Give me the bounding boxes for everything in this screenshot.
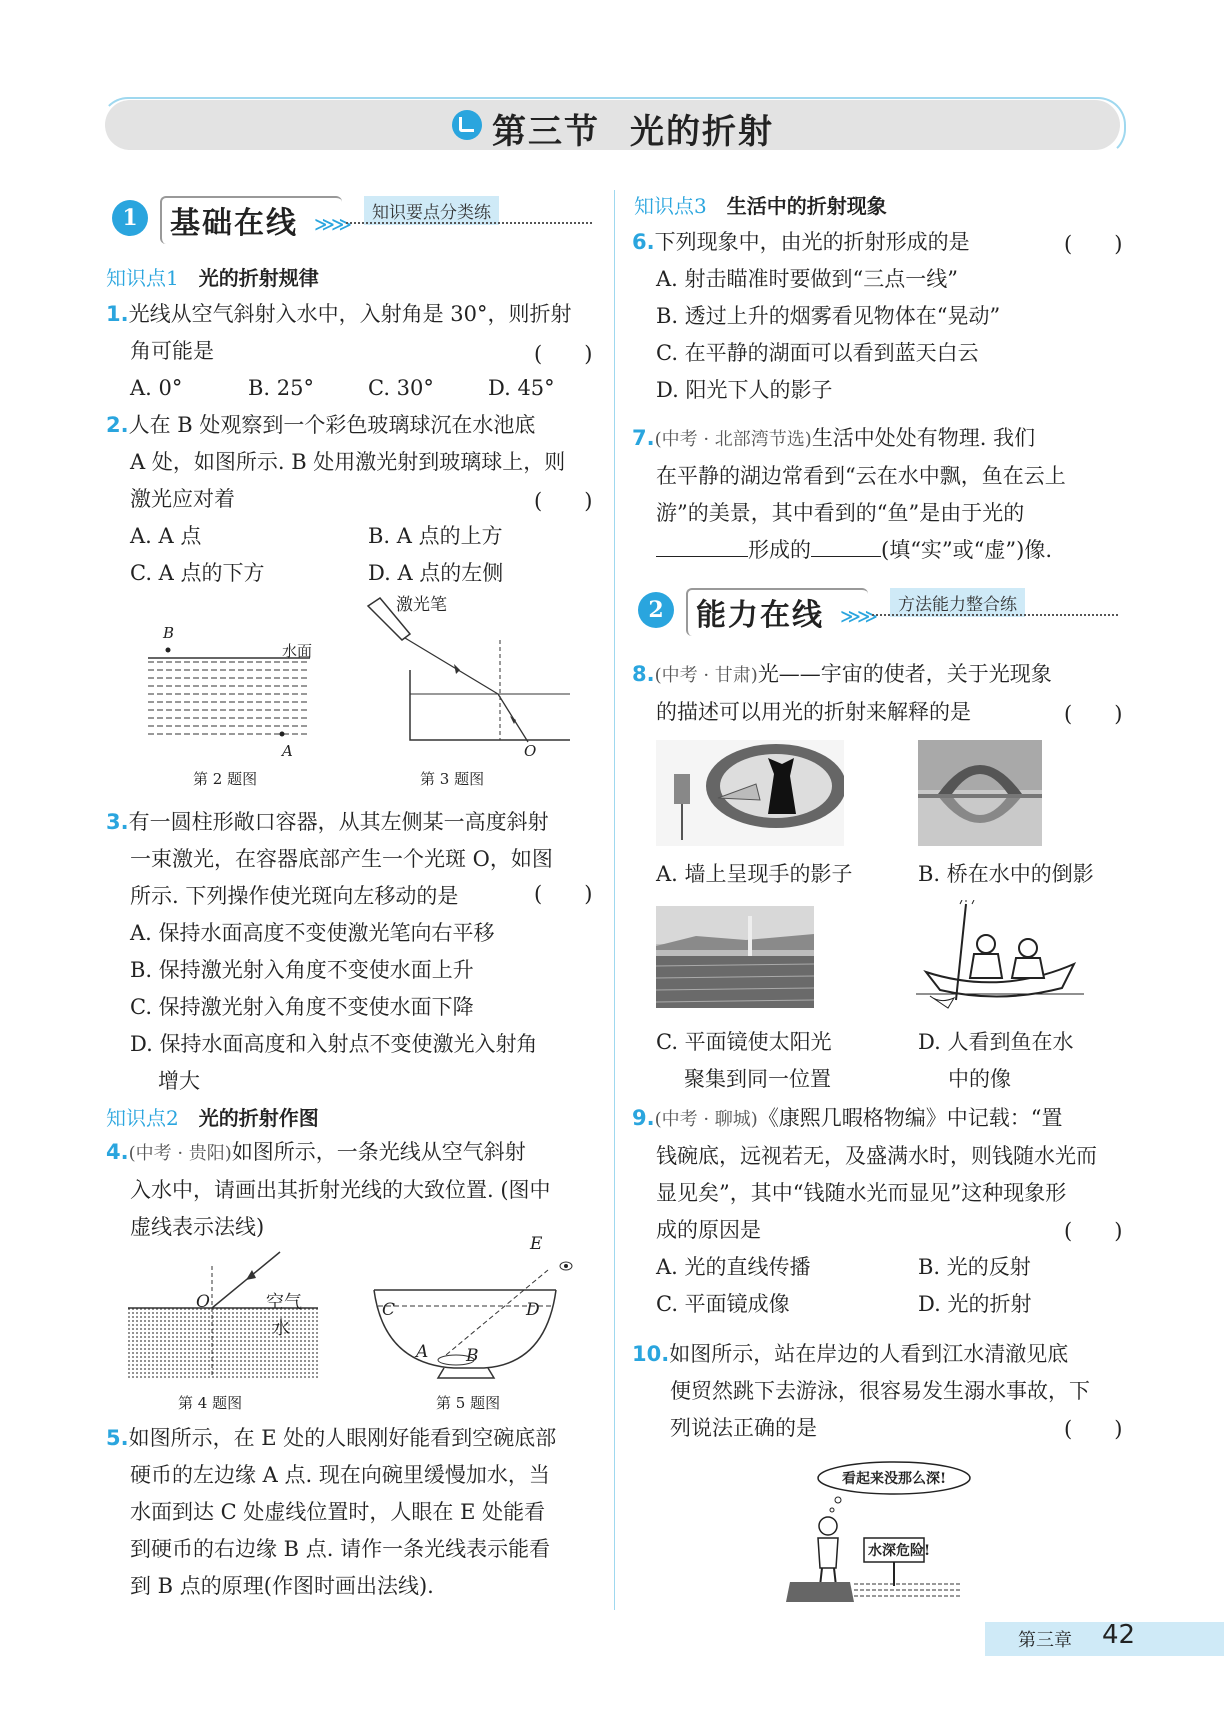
warning-sign-text: 水深危险! [868,1543,931,1559]
q8-option-b: B. 桥在水中的倒影 [918,862,1094,886]
question-1: 1.光线从空气斜射入水中，入射角是 30°，则折射 角可能是 A. 0° B. 25° C. 30° D. 45° [106,302,572,400]
fishing-boat-image [916,900,1084,1012]
section-dotline [346,222,592,224]
fig4-label-air: 空气 [266,1292,302,1313]
answer-paren: ( ) [534,342,593,366]
answer-paren: ( ) [1064,232,1123,256]
question-6: 6.下列现象中，由光的折射形成的是 A. 射击瞄准时要做到“三点一线” B. 透过上升的烟雾看见物体在“晃动” C. 在平静的湖面可以看到蓝天白云 D. 阳光下人的影子 [632,230,1001,402]
question-5: 5.如图所示，在 E 处的人眼刚好能看到空碗底部 硬币的左边缘 A 点. 现在向碗里缓慢加水，当 水面到达 C 处虚线位置时，人眼在 E 处能看 到硬币的右边缘 B 点. 请作一条光线表示能看 到 B 点的原理(作图时画出法线). [106,1426,557,1598]
fig4-label-o: O [196,1292,210,1312]
fig5-label-d: D [526,1300,540,1320]
question-7: 7.(中考 · 北部湾节选)生活中处处有物理. 我们 在平静的湖边常看到“云在水中飘，鱼在云上 游”的美景，其中看到的“鱼”是由于光的 形成的 (填“实”或“虚”)像. [632,426,1066,562]
question-3: 3.有一圆柱形敞口容器，从其左侧某一高度斜射 一束激光，在容器底部产生一个光斑 O，如图 所示. 下列操作使光斑向左移动的是 A. 保持水面高度不变使激光笔向右平移 B. 保持激光射入角度不变使水面上升 C. 保持激光射入角度不变使水面下降 D. 保持水面高度和入射点不变使激光入射角 增大 [106,810,553,1093]
fig5-caption: 第 5 题图 [436,1394,501,1412]
fig4-caption: 第 4 题图 [178,1394,243,1412]
answer-paren: ( ) [534,489,593,513]
column-divider [614,190,615,1610]
answer-paren: ( ) [1064,702,1123,726]
section-1-header [108,196,588,246]
section-subtitle: 知识要点分类练 [364,196,499,225]
clock-icon [452,110,482,140]
q8-option-c: C. 平面镜使太阳光 聚集到同一位置 [656,1030,832,1091]
solar-mirrors-image [656,906,814,1008]
section-title: 能力在线 [696,598,824,633]
fig2-label-b: B [163,624,175,642]
answer-paren: ( ) [1064,1219,1123,1243]
section-arrows: ≫≫ [840,604,874,628]
question-9: 9.(中考 · 聊城)《康熙几暇格物编》中记载：“置 钱碗底，远视若无，及盛满水时，则钱随水光而 显见矣”，其中“钱随水光而显见”这种现象形 成的原因是 A. 光的直线传播 B. 光的反射 C. 平面镜成像 D. 光的折射 [632,1106,1097,1316]
knowledge-point-3: 知识点3 生活中的折射现象 [634,194,887,218]
knowledge-point-2: 知识点2 光的折射作图 [106,1106,319,1130]
question-10: 10.如图所示，站在岸边的人看到江水清澈见底 便贸然跳下去游泳，很容易发生溺水事故，下 列说法正确的是 [632,1342,1090,1440]
fig2-label-water: 水面 [282,642,313,660]
section-2-header [634,588,1124,638]
figure-4 [128,1248,328,1388]
fig3-caption: 第 3 题图 [420,770,485,788]
question-8: 8.(中考 · 甘肃)光——宇宙的使者，关于光现象 的描述可以用光的折射来解释的是 [632,662,1052,724]
section-title: 基础在线 [170,206,298,241]
question-4: 4.(中考 · 贵阳)如图所示，一条光线从空气斜射 入水中，请画出其折射光线的大致位置. (图中 虚线表示法线) [106,1140,551,1239]
footer-chapter: 第三章 [1018,1630,1072,1651]
page-title: 第三节 光的折射 [492,112,774,152]
fig5-label-a: A [416,1342,429,1362]
section-subtitle: 方法能力整合练 [890,588,1025,617]
section-dotline [872,614,1118,616]
fig5-label-e: E [530,1234,543,1254]
answer-paren: ( ) [534,882,593,906]
bridge-reflection-image [918,740,1042,846]
knowledge-point-1: 知识点1 光的折射规律 [106,266,319,290]
fig5-label-c: C [382,1300,396,1320]
fig3-label-pen: 激光笔 [396,595,447,615]
answer-paren: ( ) [1064,1417,1123,1441]
section-badge: 1 [112,200,148,236]
figure-5 [364,1256,584,1386]
fig2-caption: 第 2 题图 [193,770,258,788]
section-arrows: ≫≫ [314,212,348,236]
answer-blank[interactable] [811,534,881,557]
answer-blank[interactable] [656,534,748,557]
q8-option-d: D. 人看到鱼在水 中的像 [918,1030,1074,1091]
fig5-label-b: B [466,1346,479,1366]
question-2: 2.人在 B 处观察到一个彩色玻璃球沉在水池底 A 处，如图所示. B 处用激光射到玻璃球上，则 激光应对着 A. A 点 B. A 点的上方 C. A 点的下方 D. A 点的左侧 [106,413,566,585]
shadow-hand-image [656,740,844,846]
q8-option-a: A. 墙上呈现手的影子 [656,862,853,886]
fig3-label-o: O [524,742,537,760]
figure-3 [360,590,570,750]
fig4-label-water: 水 [272,1318,290,1339]
page-number: 42 [1102,1620,1136,1650]
speech-bubble-text: 看起来没那么深! [842,1471,947,1487]
fig2-label-a: A [282,742,293,760]
section-badge: 2 [638,592,674,628]
